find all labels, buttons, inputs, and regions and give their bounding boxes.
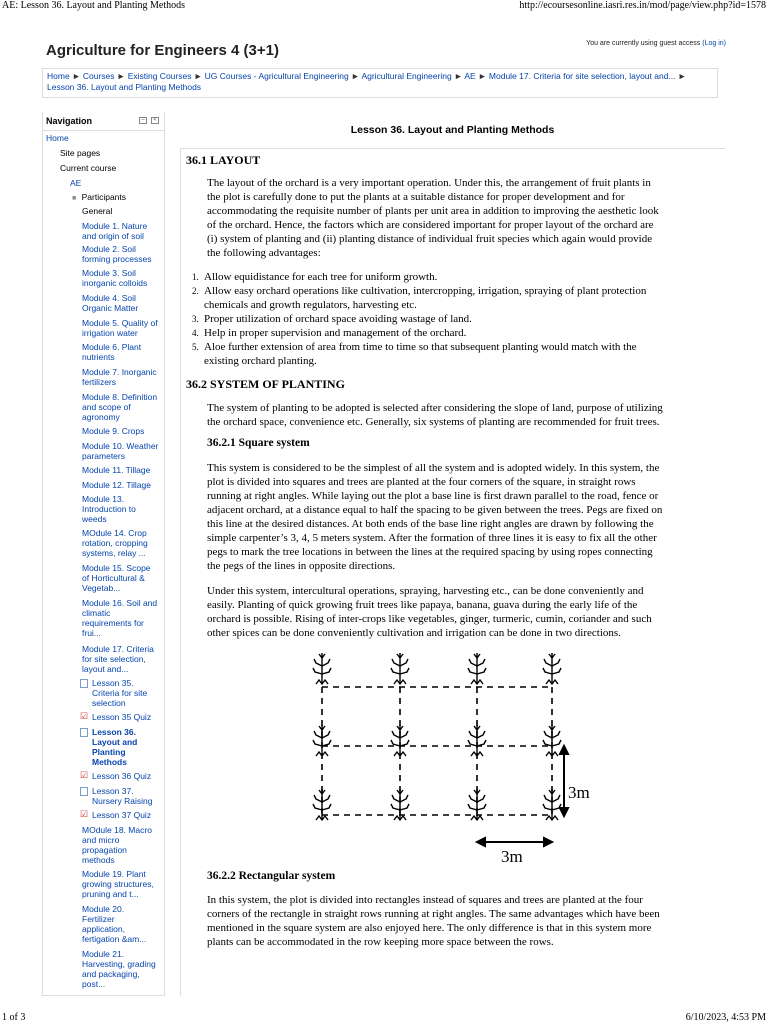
nav-line: selection — [92, 698, 126, 708]
text-line: The system of planting to be adopted is selected after considering the slope of land, purpose of utilizing — [207, 402, 663, 414]
nav-line: Lesson 37. — [92, 786, 134, 796]
text-line: the following advantages: — [207, 247, 321, 259]
nav-module-4[interactable] — [82, 293, 138, 313]
print-header-title: AE: Lesson 36. Layout and Planting Methods — [2, 0, 186, 11]
nav-module-19[interactable] — [82, 869, 154, 899]
list-item — [192, 312, 718, 326]
tree-icon — [468, 653, 486, 684]
nav-line: propagation — [82, 845, 127, 855]
breadcrumb-item[interactable]: Agricultural Engineering — [361, 71, 452, 81]
nav-line: Module 9. Crops — [82, 426, 145, 436]
list-number: 2. — [192, 286, 199, 296]
nav-line: of Horticultural & — [82, 573, 145, 583]
nav-module-6[interactable] — [82, 342, 141, 362]
text-line: adjacent orchard, at a distance equal to half the spacing to be given between the trees. Pegs are fixed on — [207, 504, 663, 516]
nav-line: Module 3. Soil — [82, 268, 136, 278]
print-datetime: 6/10/2023, 4:53 PM — [685, 1012, 766, 1023]
text-line: of the orchard. Hence, the factors which are considered important for proper layout of the orchard are — [207, 219, 654, 231]
print-header — [0, 0, 768, 14]
breadcrumb-item[interactable]: Module 17. Criteria for site selection, layout and... — [488, 71, 676, 81]
nav-line: Module 15. Scope — [82, 563, 151, 573]
text-line: running at right angles. While laying out the plot a base line is first drawn parallel to the road, fence or — [207, 490, 659, 502]
text-line: (i) system of planting and (ii) planting distance of individual fruit species which again would provide — [207, 233, 653, 245]
nav-line: Module 4. Soil — [82, 293, 136, 303]
nav-line: agronomy — [82, 412, 120, 422]
text-line: Allow equidistance for each tree for uniform growth. — [204, 271, 438, 283]
quiz-icon: ☑ — [80, 711, 89, 721]
nav-line: Module 20. — [82, 904, 125, 914]
tree-icon — [543, 653, 561, 684]
section-title-system-of-planting: 36.2 SYSTEM OF PLANTING — [186, 377, 345, 391]
tree-icon — [313, 653, 331, 684]
login-info — [586, 40, 726, 47]
text-line: plants can be accommodated in the row keeping more space between the rows. — [207, 936, 554, 948]
nav-line: Module 2. Soil — [82, 244, 136, 254]
nav-module-7[interactable] — [82, 367, 157, 387]
lesson-heading: Lesson 36. Layout and Planting Methods — [350, 124, 555, 136]
nav-line: post... — [82, 979, 106, 989]
text-line: Aloe further extension of area from time to time so that subsequent planting would match with the — [204, 341, 637, 353]
site-title[interactable]: Agriculture for Engineers 4 (3+1) — [46, 42, 279, 59]
text-line: accommodating the requisite number of plants per unit area in addition to improving the aesthetic look — [207, 205, 659, 217]
nav-line: Lesson 35 Quiz — [92, 712, 152, 722]
collapse-icon[interactable]: – — [139, 117, 147, 124]
breadcrumb — [42, 68, 718, 98]
nav-line: Fertilizer — [82, 914, 115, 924]
quiz-icon: ☑ — [80, 770, 89, 780]
print-footer — [0, 1010, 768, 1024]
breadcrumb-separator: ► — [478, 71, 487, 81]
nav-line: Module 21. — [82, 949, 125, 959]
nav-line: systems, relay ... — [82, 548, 146, 558]
login-link[interactable]: (Log in) — [702, 40, 726, 47]
nav-line: for site selection, — [82, 654, 146, 664]
nav-course-ae[interactable]: AE — [70, 178, 82, 188]
list-item — [192, 326, 718, 340]
dock-icon[interactable]: < — [151, 117, 159, 124]
nav-module-17[interactable] — [82, 644, 154, 674]
text-line: corners of the rectangle in straight rows running at right angles. The same advantages which have been — [207, 908, 660, 920]
text-line: plot is divided into squares and trees are planted at the four corners of the square, in straight rows — [207, 476, 636, 488]
text-line: existing orchard planting. — [204, 355, 317, 367]
nav-home[interactable]: Home — [46, 133, 69, 143]
nav-module-3[interactable] — [82, 268, 147, 288]
breadcrumb-item[interactable]: Courses — [82, 71, 115, 81]
subsection-title-square: 36.2.1 Square system — [207, 437, 310, 449]
list-number: 1. — [192, 272, 199, 282]
nav-module-14[interactable] — [82, 528, 148, 558]
tree-icon — [468, 725, 486, 756]
nav-line: parameters — [82, 451, 125, 461]
rectangular-paragraph — [207, 893, 718, 949]
text-line: Proper utilization of orchard space avoiding wastage of land. — [204, 313, 472, 325]
nav-line: and micro — [82, 835, 120, 845]
nav-lesson-35-quiz[interactable] — [80, 712, 151, 722]
nav-lesson-37-quiz[interactable] — [80, 810, 151, 820]
text-line: In this system, the plot is divided into rectangles instead of squares and trees are planted at the four — [207, 894, 643, 906]
square-paragraph-2 — [207, 584, 718, 640]
nav-site-pages[interactable]: Site pages — [60, 148, 101, 158]
text-line: Help in proper supervision and management of the orchard. — [204, 327, 467, 339]
nav-line: climatic — [82, 608, 111, 618]
text-line: easily. Planting of quick growing fruit trees like papaya, banana, guava during the early life of the — [207, 599, 638, 611]
quiz-icon: ☑ — [80, 809, 89, 819]
nav-line: and scope of — [82, 402, 131, 412]
breadcrumb-separator: ► — [193, 71, 203, 81]
nav-line: Lesson 36. — [92, 727, 136, 737]
nav-module-8[interactable] — [82, 392, 157, 422]
text-line: mentioned in the square system are also enjoyed here. The only difference is that in this system more — [207, 922, 652, 934]
tree-icon — [391, 653, 409, 684]
nav-module-12[interactable] — [82, 480, 151, 490]
nav-line: Planting — [92, 747, 126, 757]
nav-line: and packaging, — [82, 969, 140, 979]
text-line: This system is considered to be the simplest of all the system and is adopted widely. In this system, the — [207, 462, 660, 474]
subsection-title-rectangular: 36.2.2 Rectangular system — [207, 870, 336, 882]
page-icon — [80, 787, 88, 796]
navigation-header — [42, 112, 165, 131]
text-line: pegs to mark the tree locations in between the lines at the required spacing by using ropes connecting — [207, 546, 653, 558]
breadcrumb-current[interactable]: Lesson 36. Layout and Planting Methods — [47, 82, 202, 92]
advantages-list — [192, 270, 718, 368]
nav-line: Lesson 36 Quiz — [92, 771, 152, 781]
nav-line: irrigation water — [82, 328, 138, 338]
breadcrumb-item[interactable]: UG Courses - Agricultural Engineering — [204, 71, 349, 81]
nav-module-16[interactable] — [82, 598, 157, 638]
tree-icon — [313, 789, 331, 820]
text-line: the plot is carefully done to put the plants at a suitable distance for proper development and for — [207, 191, 625, 203]
nav-line: Introduction to — [82, 504, 136, 514]
nav-line: fertilizers — [82, 377, 117, 387]
nav-line: Harvesting, grading — [82, 959, 156, 969]
nav-line: nutrients — [82, 352, 115, 362]
nav-lesson-36-quiz[interactable] — [80, 771, 151, 781]
nav-module-9[interactable] — [82, 426, 144, 436]
text-line: Under this system, intercultural operations, spraying, harvesting etc., can be done conveniently and — [207, 585, 644, 597]
nav-line: pruning and t... — [82, 889, 139, 899]
nav-lesson-36-current[interactable] — [80, 727, 137, 767]
nav-line: Module 7. Inorganic — [82, 367, 157, 377]
nav-module-1[interactable] — [82, 221, 147, 241]
text-line: other spices can be done conveniently cultivation and irrigation can be done in two directions. — [207, 627, 621, 639]
nav-line: forming processes — [82, 254, 152, 264]
horizontal-dimension-label: 3m — [501, 847, 523, 865]
nav-line: Lesson 35. — [92, 678, 134, 688]
page-icon — [80, 679, 88, 688]
nav-module-2[interactable] — [82, 244, 151, 264]
nav-line: Module 11. Tillage — [82, 465, 151, 475]
nav-line: Module 16. Soil and — [82, 598, 158, 608]
list-item — [192, 284, 718, 312]
tree-icon — [391, 725, 409, 756]
nav-module-21[interactable] — [82, 949, 156, 989]
nav-module-11[interactable] — [82, 465, 150, 475]
nav-line: weeds — [82, 514, 107, 524]
nav-module-18[interactable] — [82, 825, 152, 865]
list-item — [192, 340, 718, 368]
nav-lesson-35[interactable] — [80, 678, 147, 708]
nav-line: Methods — [92, 757, 127, 767]
nav-line: Module 1. Nature — [82, 221, 148, 231]
breadcrumb-separator: ► — [677, 71, 687, 81]
nav-line: Module 8. Definition — [82, 392, 158, 402]
nav-current-course[interactable]: Current course — [60, 163, 117, 173]
system-paragraph — [207, 401, 718, 429]
nav-general[interactable]: General — [82, 206, 113, 216]
nav-line: Module 6. Plant — [82, 342, 142, 352]
breadcrumb-item[interactable]: Existing Courses — [127, 71, 192, 81]
nav-line: MOdule 14. Crop — [82, 528, 147, 538]
nav-line: Criteria for site — [92, 688, 148, 698]
nav-line: Module 12. Tillage — [82, 480, 151, 490]
breadcrumb-separator: ► — [351, 71, 360, 81]
nav-module-15[interactable] — [82, 563, 151, 593]
nav-line: Module 13. — [82, 494, 125, 504]
nav-module-13[interactable] — [82, 494, 136, 524]
nav-line: Organic Matter — [82, 303, 139, 313]
vertical-dimension-label: 3m — [568, 783, 590, 802]
nav-module-20[interactable] — [82, 904, 146, 944]
nav-line: requirements for — [82, 618, 144, 628]
nav-line: Module 19. Plant — [82, 869, 146, 879]
tree-icon — [313, 725, 331, 756]
login-info-text: You are currently using guest access — [586, 40, 701, 47]
text-line: the pegs of the lines in opposite directions. — [207, 560, 396, 572]
nav-line: Lesson 37 Quiz — [92, 810, 152, 820]
text-line: this line at the desired distances. At both ends of the base line right angles are drawn by following the — [207, 518, 654, 530]
text-line: simple carpenter’s 3, 4, 5 meters system. After the formation of three lines it is easy to fix all the other — [207, 532, 657, 544]
breadcrumb-item[interactable]: AE — [464, 71, 476, 81]
text-line: chemicals and growth regulators, harvesting etc. — [204, 299, 417, 311]
tree-icon — [543, 725, 561, 756]
breadcrumb-item[interactable]: Home — [47, 71, 70, 81]
nav-participants[interactable] — [72, 192, 126, 204]
nav-line: layout and... — [82, 664, 129, 674]
bullet-icon: ■ — [72, 195, 77, 202]
layout-paragraph — [207, 176, 718, 260]
nav-module-5[interactable] — [82, 318, 158, 338]
breadcrumb-separator: ► — [454, 71, 463, 81]
breadcrumb-separator: ► — [72, 71, 81, 81]
print-page-number: 1 of 3 — [2, 1012, 26, 1023]
nav-line: rotation, cropping — [82, 538, 148, 548]
list-number: 4. — [192, 328, 199, 338]
nav-line: MOdule 18. Macro — [82, 825, 152, 835]
text-line: Allow easy orchard operations like cultivation, intercropping, irrigation, spraying of plant protection — [204, 285, 647, 297]
nav-line: methods — [82, 855, 115, 865]
nav-line: frui... — [82, 628, 101, 638]
nav-line: Layout and — [92, 737, 138, 747]
nav-line: and origin of soil — [82, 231, 144, 241]
nav-line: Nursery Raising — [92, 796, 153, 806]
square-paragraph-1 — [207, 461, 718, 573]
text-line: the orchard space, convenience etc. Generally, six systems of planting are recommended for fruit trees. — [207, 416, 660, 428]
nav-line: application, — [82, 924, 126, 934]
section-title-layout: 36.1 LAYOUT — [186, 153, 261, 167]
list-item — [192, 270, 718, 284]
nav-line: Module 5. Quality of — [82, 318, 158, 328]
nav-line: fertigation &am... — [82, 934, 147, 944]
nav-line: Module 17. Criteria — [82, 644, 154, 654]
nav-line: Module 10. Weather — [82, 441, 159, 451]
nav-lesson-37[interactable] — [80, 786, 152, 806]
nav-module-10[interactable] — [82, 441, 158, 461]
page-icon — [80, 728, 88, 737]
print-header-url: http://ecoursesonline.iasri.res.in/mod/page/view.php?id=1578 — [519, 0, 766, 11]
breadcrumb-separator: ► — [116, 71, 126, 81]
square-system-diagram — [300, 650, 620, 865]
nav-line: growing structures, — [82, 879, 154, 889]
text-line: orchard is possible. Rising of inter-crops like vegetables, ginger, turmeric, cumin, coriander and such — [207, 613, 652, 625]
list-number: 3. — [192, 314, 199, 324]
list-number: 5. — [192, 342, 199, 352]
nav-line: inorganic colloids — [82, 278, 148, 288]
navigation-title: Navigation — [46, 116, 93, 126]
text-line: The layout of the orchard is a very important operation. Under this, the arrangement of fruit plants in — [207, 177, 651, 189]
nav-line: Vegetab... — [82, 583, 121, 593]
nav-participants-label: Participants — [81, 192, 127, 202]
